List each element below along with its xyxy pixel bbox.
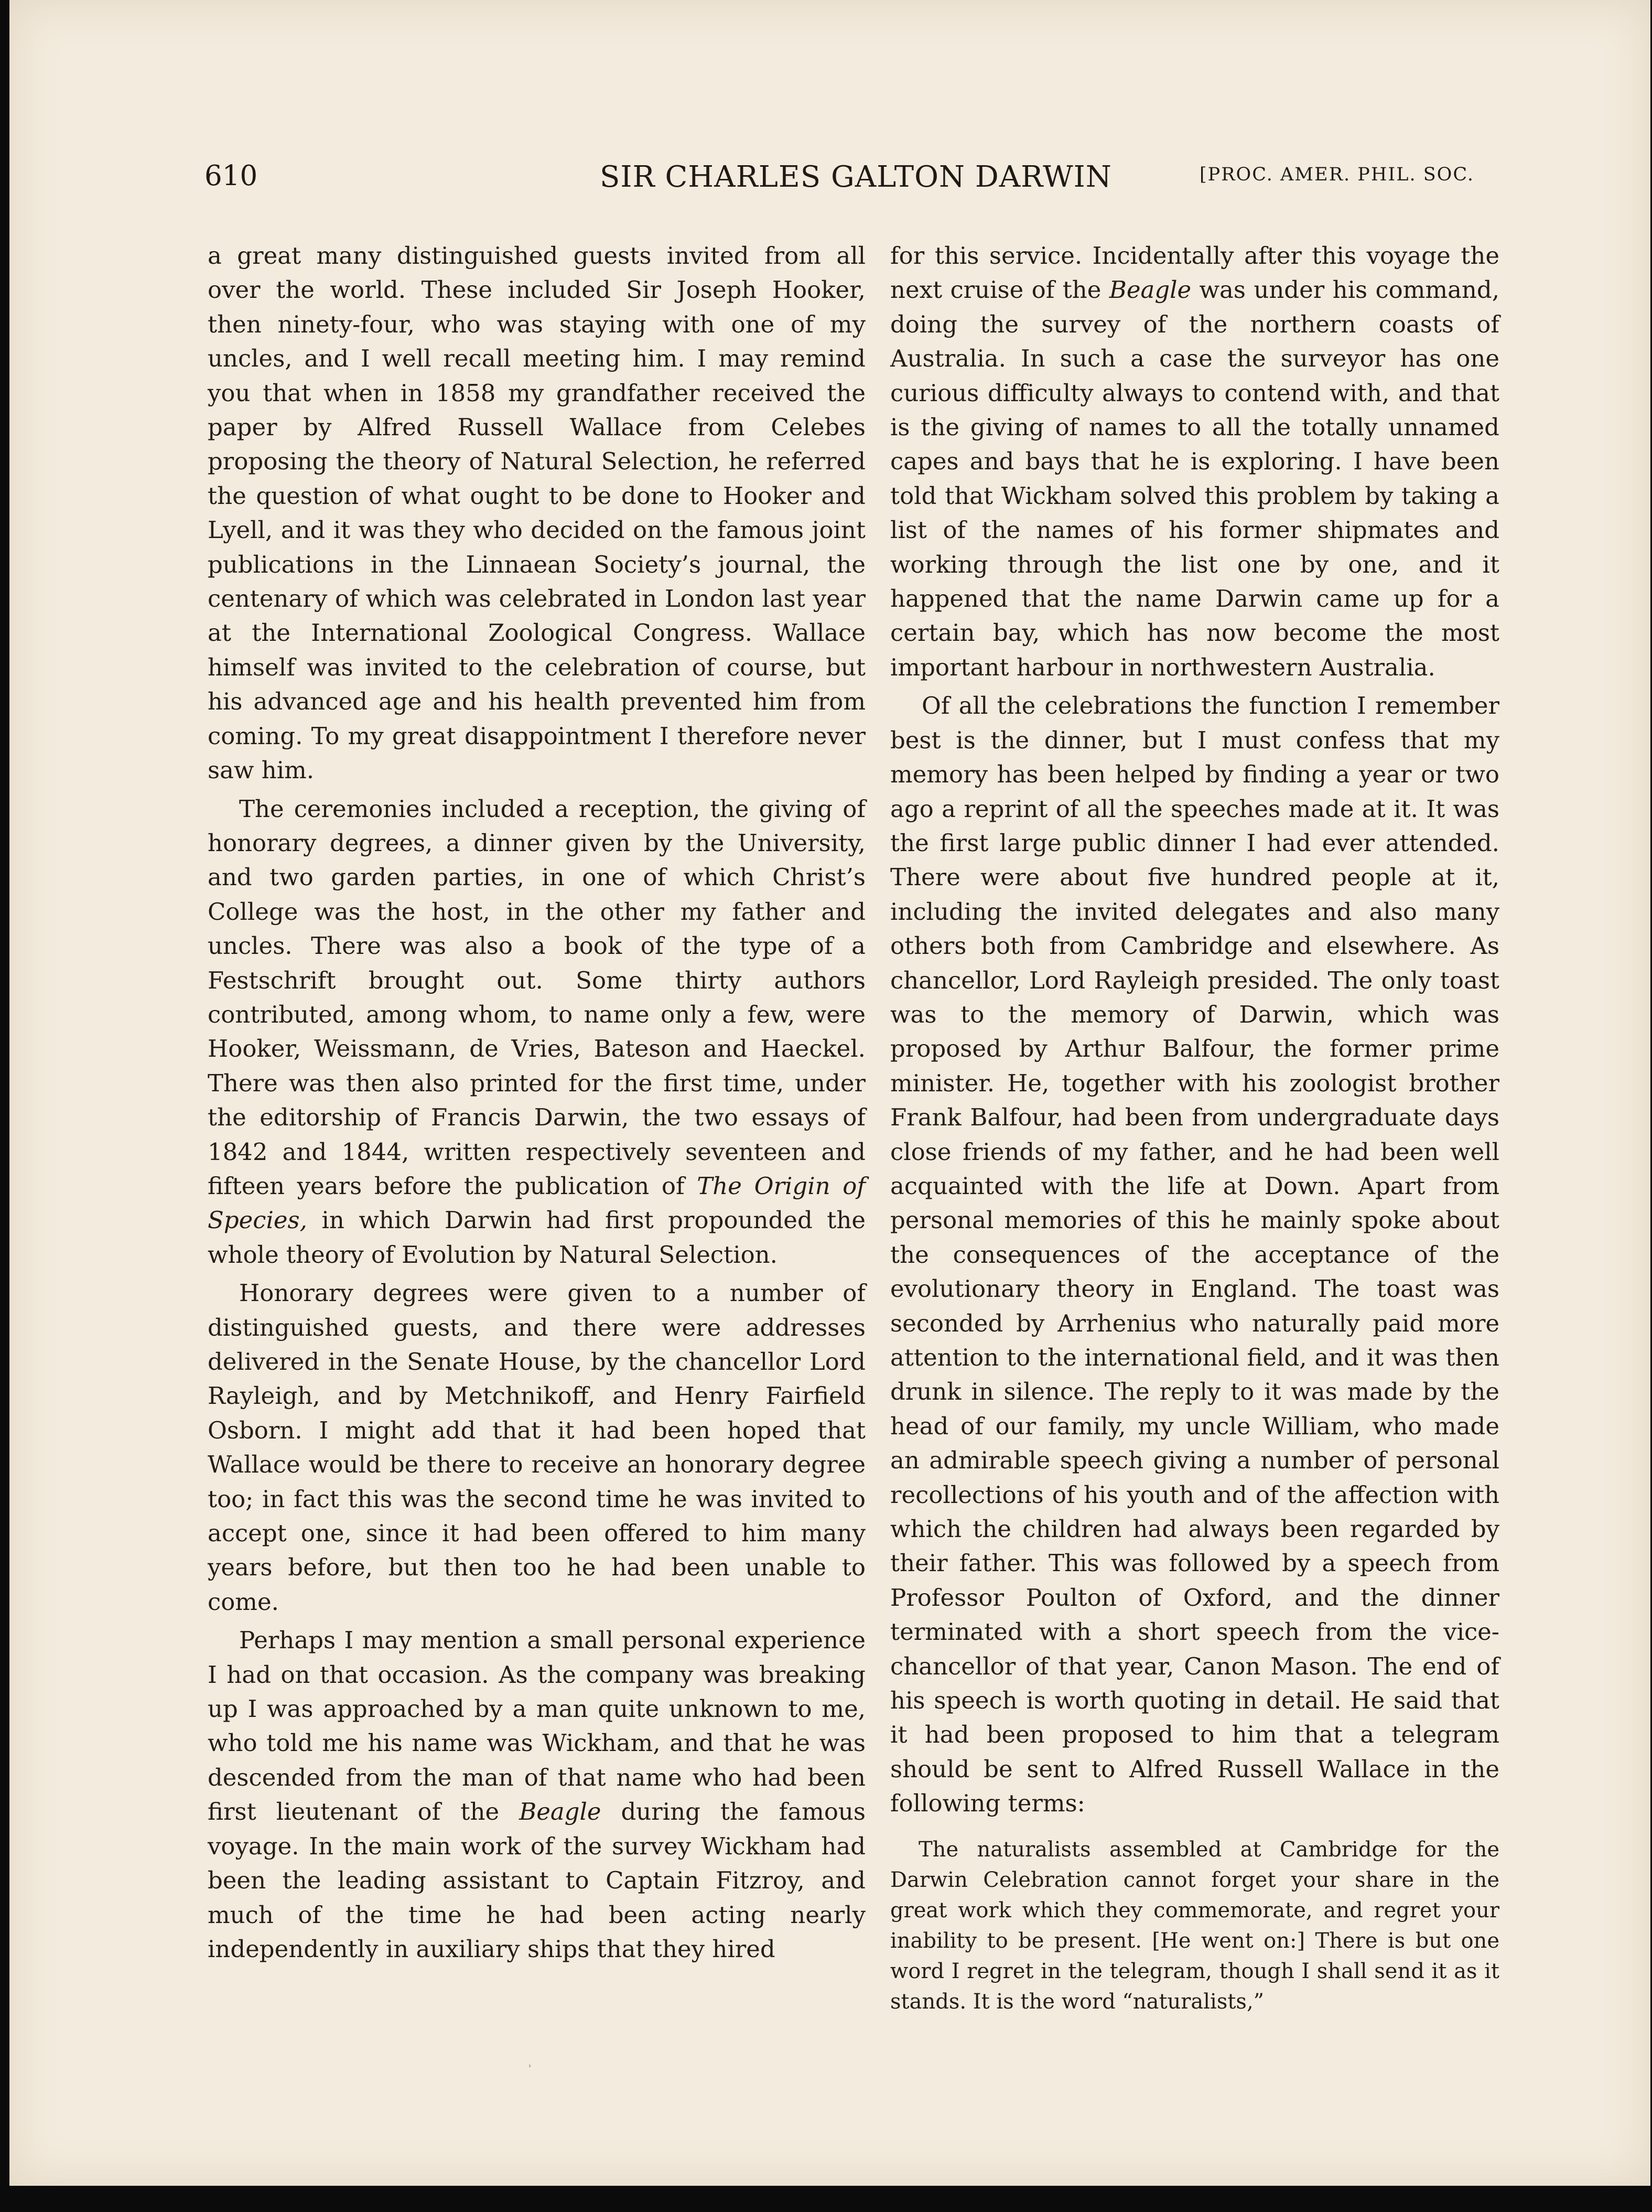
book-title: The Origin of Species,: [208, 1172, 866, 1234]
text-run: The ceremonies included a reception, the giving of honorary degrees, a dinner given by the University, and two garden parties, in one of which Christ’s College was the host, in the other my father and uncles. There was also a book of the type of a Festschrift brought out. Some thirty authors contributed, among whom, to name only a few, were Hooker, Weissmann, de Vries, Bateson and Haeckel. There was then also printed for the first time, under the editorship of Francis Darwin, the two essays of 1842 and 1844, written respectively seventeen and fifteen years before the publication of: [208, 794, 866, 1200]
text-run: for this service. Incidentally after this voyage the next cruise of the: [890, 242, 1499, 304]
running-head: [9, 160, 1650, 202]
paragraph: [208, 1623, 866, 1966]
paragraph: Honorary degrees were given to a number of distinguished guests, and there were addresses delivered in the Senate House, by the chancellor Lord Rayleigh, and by Metchnikoff, and Henry Fairfield Osborn. I might add that it had been hoped that Wallace would be there to receive an honorary degree too; in fact this was the second time he was invited to accept one, since it had been offered to him many years before, but then too he had been unable to come.: [208, 1279, 866, 1616]
page-mark: ˒: [528, 2060, 532, 2073]
paragraph: [208, 792, 866, 1272]
running-title: SIR CHARLES GALTON DARWIN: [600, 160, 1112, 194]
text-run: during the famous voyage. In the main work of the survey Wickham had been the leading assistant to Captain Fitzroy, and much of the time he had been acting nearly independently in auxiliary ships that they hired: [208, 1798, 866, 1963]
journal-reference: [PROC. AMER. PHIL. SOC.: [1200, 164, 1475, 185]
block-quote: The naturalists assembled at Cambridge for the Darwin Celebration cannot forget your share in the great work which they commemorate, and regret your inability to be present. [He went on:] There is but one word I regret in the telegram, though I shall send it as it stands. It is the word “naturalists,”: [890, 1837, 1499, 2014]
ship-name: Beagle: [1109, 276, 1192, 304]
text-run: Perhaps I may mention a small personal experience I had on that occasion. As the company was breaking up I was approached by a man quite unknown to me, who told me his name was Wickham, and that he was descended from the man of that name who had been first lieutenant of the: [208, 1626, 866, 1826]
left-column: [208, 239, 866, 1970]
paper-sheet: [9, 0, 1650, 2186]
paragraph: Of all the celebrations the function I remember best is the dinner, but I must confess that my memory has been helped by finding a year or two ago a reprint of all the speeches made at it. It was the first large public dinner I had ever attended. There were about five hundred people at it, including the invited delegates and also many others both from Cambridge and elsewhere. As chancellor, Lord Rayleigh presided. The only toast was to the memory of Darwin, which was proposed by Arthur Balfour, the former prime minister. He, together with his zoologist brother Frank Balfour, had been from undergraduate days close friends of my father, and he had been well acquainted with the life at Down. Apart from personal memories of this he mainly spoke about the consequences of the acceptance of the evolutionary theory in England. The toast was seconded by Arrhenius who naturally paid more attention to the international field, and it was then drunk in silence. The reply to it was made by the head of our family, my uncle William, who made an admirable speech giving a number of personal recollections of his youth and of the affection with which the children had always been regarded by their father. This was followed by a speech from Professor Poulton of Oxford, and the dinner terminated with a short speech from the vice-chancellor of that year, Canon Mason. The end of his speech is worth quoting in detail. He said that it had been proposed to him that a telegram should be sent to Alfred Russell Wallace in the following terms:: [890, 692, 1499, 1818]
paragraph: a great many distinguished guests invited from all over the world. These included Sir Joseph Hooker, then ninety-four, who was staying with one of my uncles, and I well recall meeting him. I may remind you that when in 1858 my grandfather received the paper by Alfred Russell Wallace from Celebes proposing the theory of Natural Selection, he referred the question of what ought to be done to Hooker and Lyell, and it was they who decided on the famous joint publications in the Linnaean Society’s journal, the centenary of which was celebrated in London last year at the International Zoological Congress. Wallace himself was invited to the celebration of course, but his advanced age and his health prevented him from coming. To my great disappointment I therefore never saw him.: [208, 242, 866, 785]
text-run: in which Darwin had first propounded the whole theory of Evolution by Natural Selection.: [208, 1206, 866, 1269]
text-run: was under his command, doing the survey of the northern coasts of Australia. In such a case the surveyor has one curious difficulty always to contend with, and that is the giving of names to all the totally unnamed capes and bays that he is exploring. I have been told that Wickham solved this problem by taking a list of the names of his former shipmates and working through the list one by one, and it happened that the name Darwin came up for a certain bay, which has now become the most important harbour in northwestern Australia.: [890, 276, 1499, 681]
paragraph: [890, 239, 1499, 684]
page-number: 610: [204, 160, 258, 192]
ship-name: Beagle: [519, 1798, 601, 1826]
right-column: [890, 239, 1499, 2021]
